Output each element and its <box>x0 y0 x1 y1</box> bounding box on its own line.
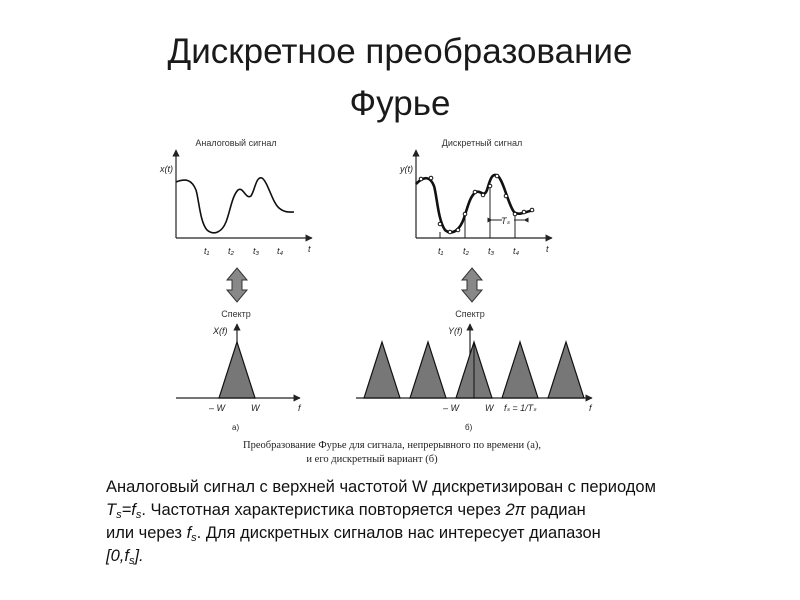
analog-y-label: x(t) <box>160 164 173 174</box>
right-transform-arrow-icon <box>462 268 482 302</box>
discrete-x-label: t <box>546 244 549 254</box>
spectrum-replica-minus-1 <box>410 342 446 398</box>
range-end: ]. <box>134 547 144 565</box>
title-line-2: Фурье <box>349 84 451 123</box>
discrete-f-label: f <box>589 403 592 413</box>
discrete-spectrum-plot <box>356 309 593 432</box>
body-line-3-start: или через <box>106 524 187 542</box>
discrete-tick-t1: t₁ <box>438 246 444 256</box>
left-transform-arrow-icon <box>227 268 247 302</box>
discrete-tick-minus-w: – W <box>443 403 460 413</box>
discrete-tick-t4: t₄ <box>513 246 520 256</box>
analog-tick-t3: t₃ <box>253 246 260 256</box>
discrete-tick-w: W <box>485 403 494 413</box>
figure-caption-line-1: Преобразование Фурье для сигнала, непрерывного по времени (а), <box>242 440 542 451</box>
body-line-2-text: . Частотная характеристика повторяется через <box>141 501 506 519</box>
fs-symbol-2: f <box>186 524 192 542</box>
analog-spectrum-title: Спектр <box>221 309 251 319</box>
analog-tick-minus-w: – W <box>209 403 226 413</box>
range-start: [0,f <box>106 547 129 565</box>
baseband-spectrum-triangle <box>219 342 255 398</box>
body-line-3 <box>106 522 786 545</box>
spectrum-replica-plus-1 <box>502 342 538 398</box>
figure-caption-line-2: и его дискретный вариант (б) <box>306 454 438 465</box>
analog-spectrum-plot <box>176 309 302 432</box>
ts-label: Tₛ <box>501 216 510 226</box>
body-line-3-text: . Для дискретных сигналов нас интересует диапазон <box>196 524 601 542</box>
discrete-tick-t2: t₂ <box>463 246 469 256</box>
analog-tick-t1: t₁ <box>204 246 210 256</box>
range-subscript: s <box>128 555 135 567</box>
analog-f-label: f <box>298 403 301 413</box>
slide-body-text <box>106 476 786 568</box>
body-line-1: Аналоговый сигнал с верхней частотой W дискретизирован с периодом <box>106 478 656 496</box>
analog-tick-t2: t₂ <box>228 246 234 256</box>
discrete-spectrum-title: Спектр <box>455 309 485 319</box>
discrete-signal-plot <box>399 138 552 256</box>
fs-symbol: =f <box>121 501 136 519</box>
discrete-y-label: y(t) <box>400 164 413 174</box>
discrete-signal-curve <box>416 175 534 232</box>
analog-signal-title: Аналоговый сигнал <box>195 138 277 148</box>
analog-tick-w: W <box>251 403 260 413</box>
body-line-2 <box>106 499 786 522</box>
discrete-tick-fs: fₛ = 1/Tₛ <box>504 403 537 413</box>
ts-symbol: T <box>106 501 117 519</box>
fs-subscript-2: s <box>191 532 197 544</box>
discrete-tick-t3: t₃ <box>488 246 495 256</box>
discrete-signal-title: Дискретный сигнал <box>441 138 523 148</box>
panel-a-label: а) <box>232 423 240 432</box>
analog-signal-plot <box>159 138 312 256</box>
spectrum-replica-minus-2 <box>364 342 400 398</box>
discrete-spectrum-y-label: Y(f) <box>448 326 463 336</box>
analog-tick-t4: t₄ <box>277 246 284 256</box>
ts-subscript: s <box>116 509 122 521</box>
panel-b-label: б) <box>465 423 473 432</box>
title-line-1: Дискретное преобразование <box>167 32 633 71</box>
spectrum-replica-plus-2 <box>548 342 584 398</box>
fs-subscript: s <box>135 509 142 521</box>
analog-signal-curve <box>176 178 294 233</box>
body-line-4 <box>106 545 786 568</box>
body-line-2-end: радиан <box>525 501 586 519</box>
analog-spectrum-y-label: X(f) <box>213 326 228 336</box>
analog-x-label: t <box>308 244 311 254</box>
two-pi: 2π <box>505 501 526 519</box>
